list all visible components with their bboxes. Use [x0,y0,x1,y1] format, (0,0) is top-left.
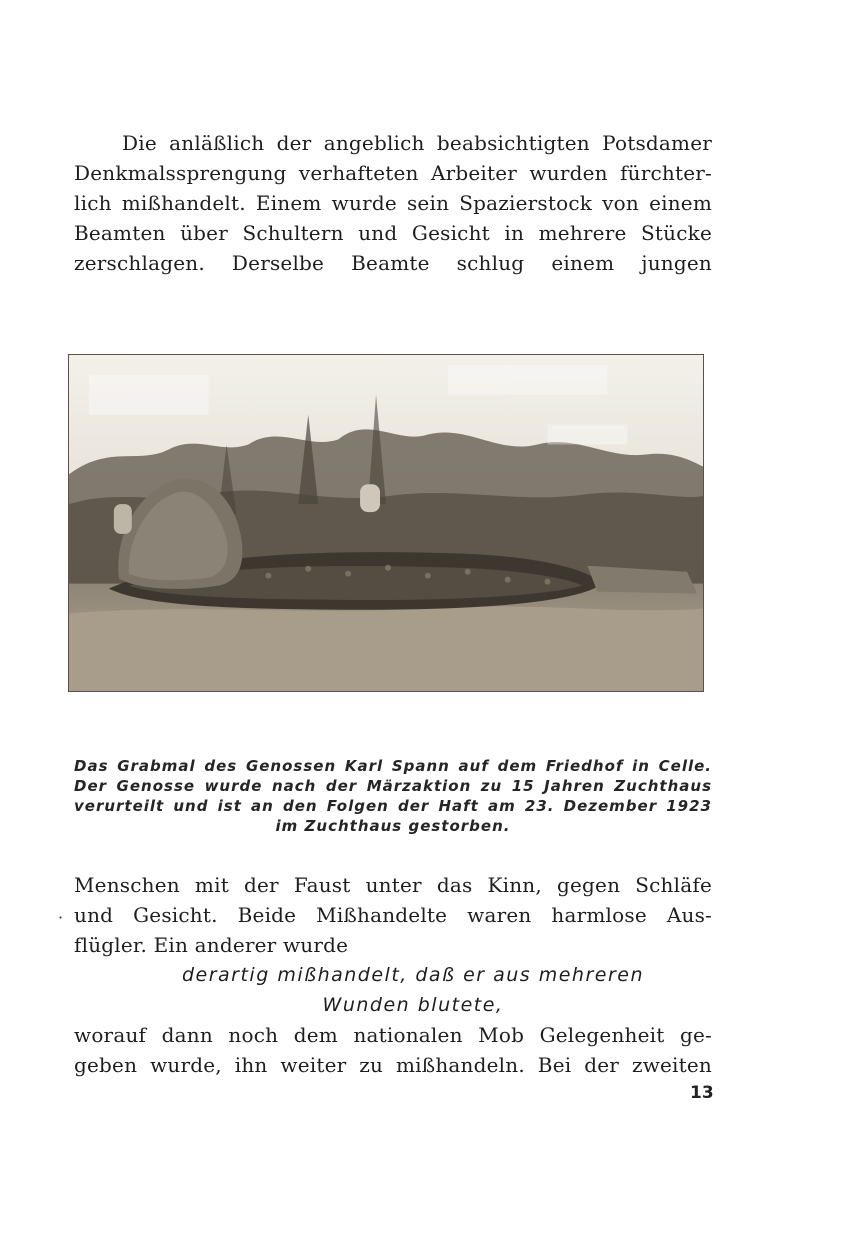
paragraph-line: geben wurde, ihn weiter zu mißhandeln. Bei der zweiten [74,1053,712,1077]
page-number: 13 [690,1083,714,1103]
bottom-paragraph [74,870,712,1080]
grave-photo-icon [69,355,703,691]
paragraph-line: lich mißhandelt. Einem wurde sein Spazierstock von einem [74,191,712,215]
top-paragraph [74,128,712,278]
paragraph-line: flügler. Ein anderer wurde [74,933,349,957]
caption-line: im Zuchthaus gestorben. [275,817,511,835]
paragraph-line: Denkmalssprengung verhafteten Arbeiter wurden fürchter- [74,161,712,185]
paragraph-line: worauf dann noch dem nationalen Mob Gelegenheit ge- [74,1023,712,1047]
grave-photo [68,354,704,692]
emphasis-line: derartig mißhandelt, daß er aus mehreren [181,964,645,986]
photo-caption [74,756,712,836]
paragraph-line: Die anläßlich der angeblich beabsichtigten Potsdamer [122,131,712,155]
paragraph-line: und Gesicht. Beide Mißhandelte waren harmlose Aus- [74,903,712,927]
margin-mark: · [58,908,64,927]
paragraph-line: Menschen mit der Faust unter das Kinn, gegen Schläfe [74,873,712,897]
emphasis-line: Wunden blutete, [322,994,504,1016]
paragraph-line: Beamten über Schultern und Gesicht in mehrere Stücke [74,221,712,245]
caption-line: Der Genosse wurde nach der Märzaktion zu 15 Jahren Zuchthaus [74,777,712,795]
caption-line: verurteilt und ist an den Folgen der Haft am 23. Dezember 1923 [74,797,712,815]
paragraph-line: zerschlagen. Derselbe Beamte schlug einem jungen [74,251,712,275]
caption-line: Das Grabmal des Genossen Karl Spann auf dem Friedhof in Celle. [74,757,712,775]
